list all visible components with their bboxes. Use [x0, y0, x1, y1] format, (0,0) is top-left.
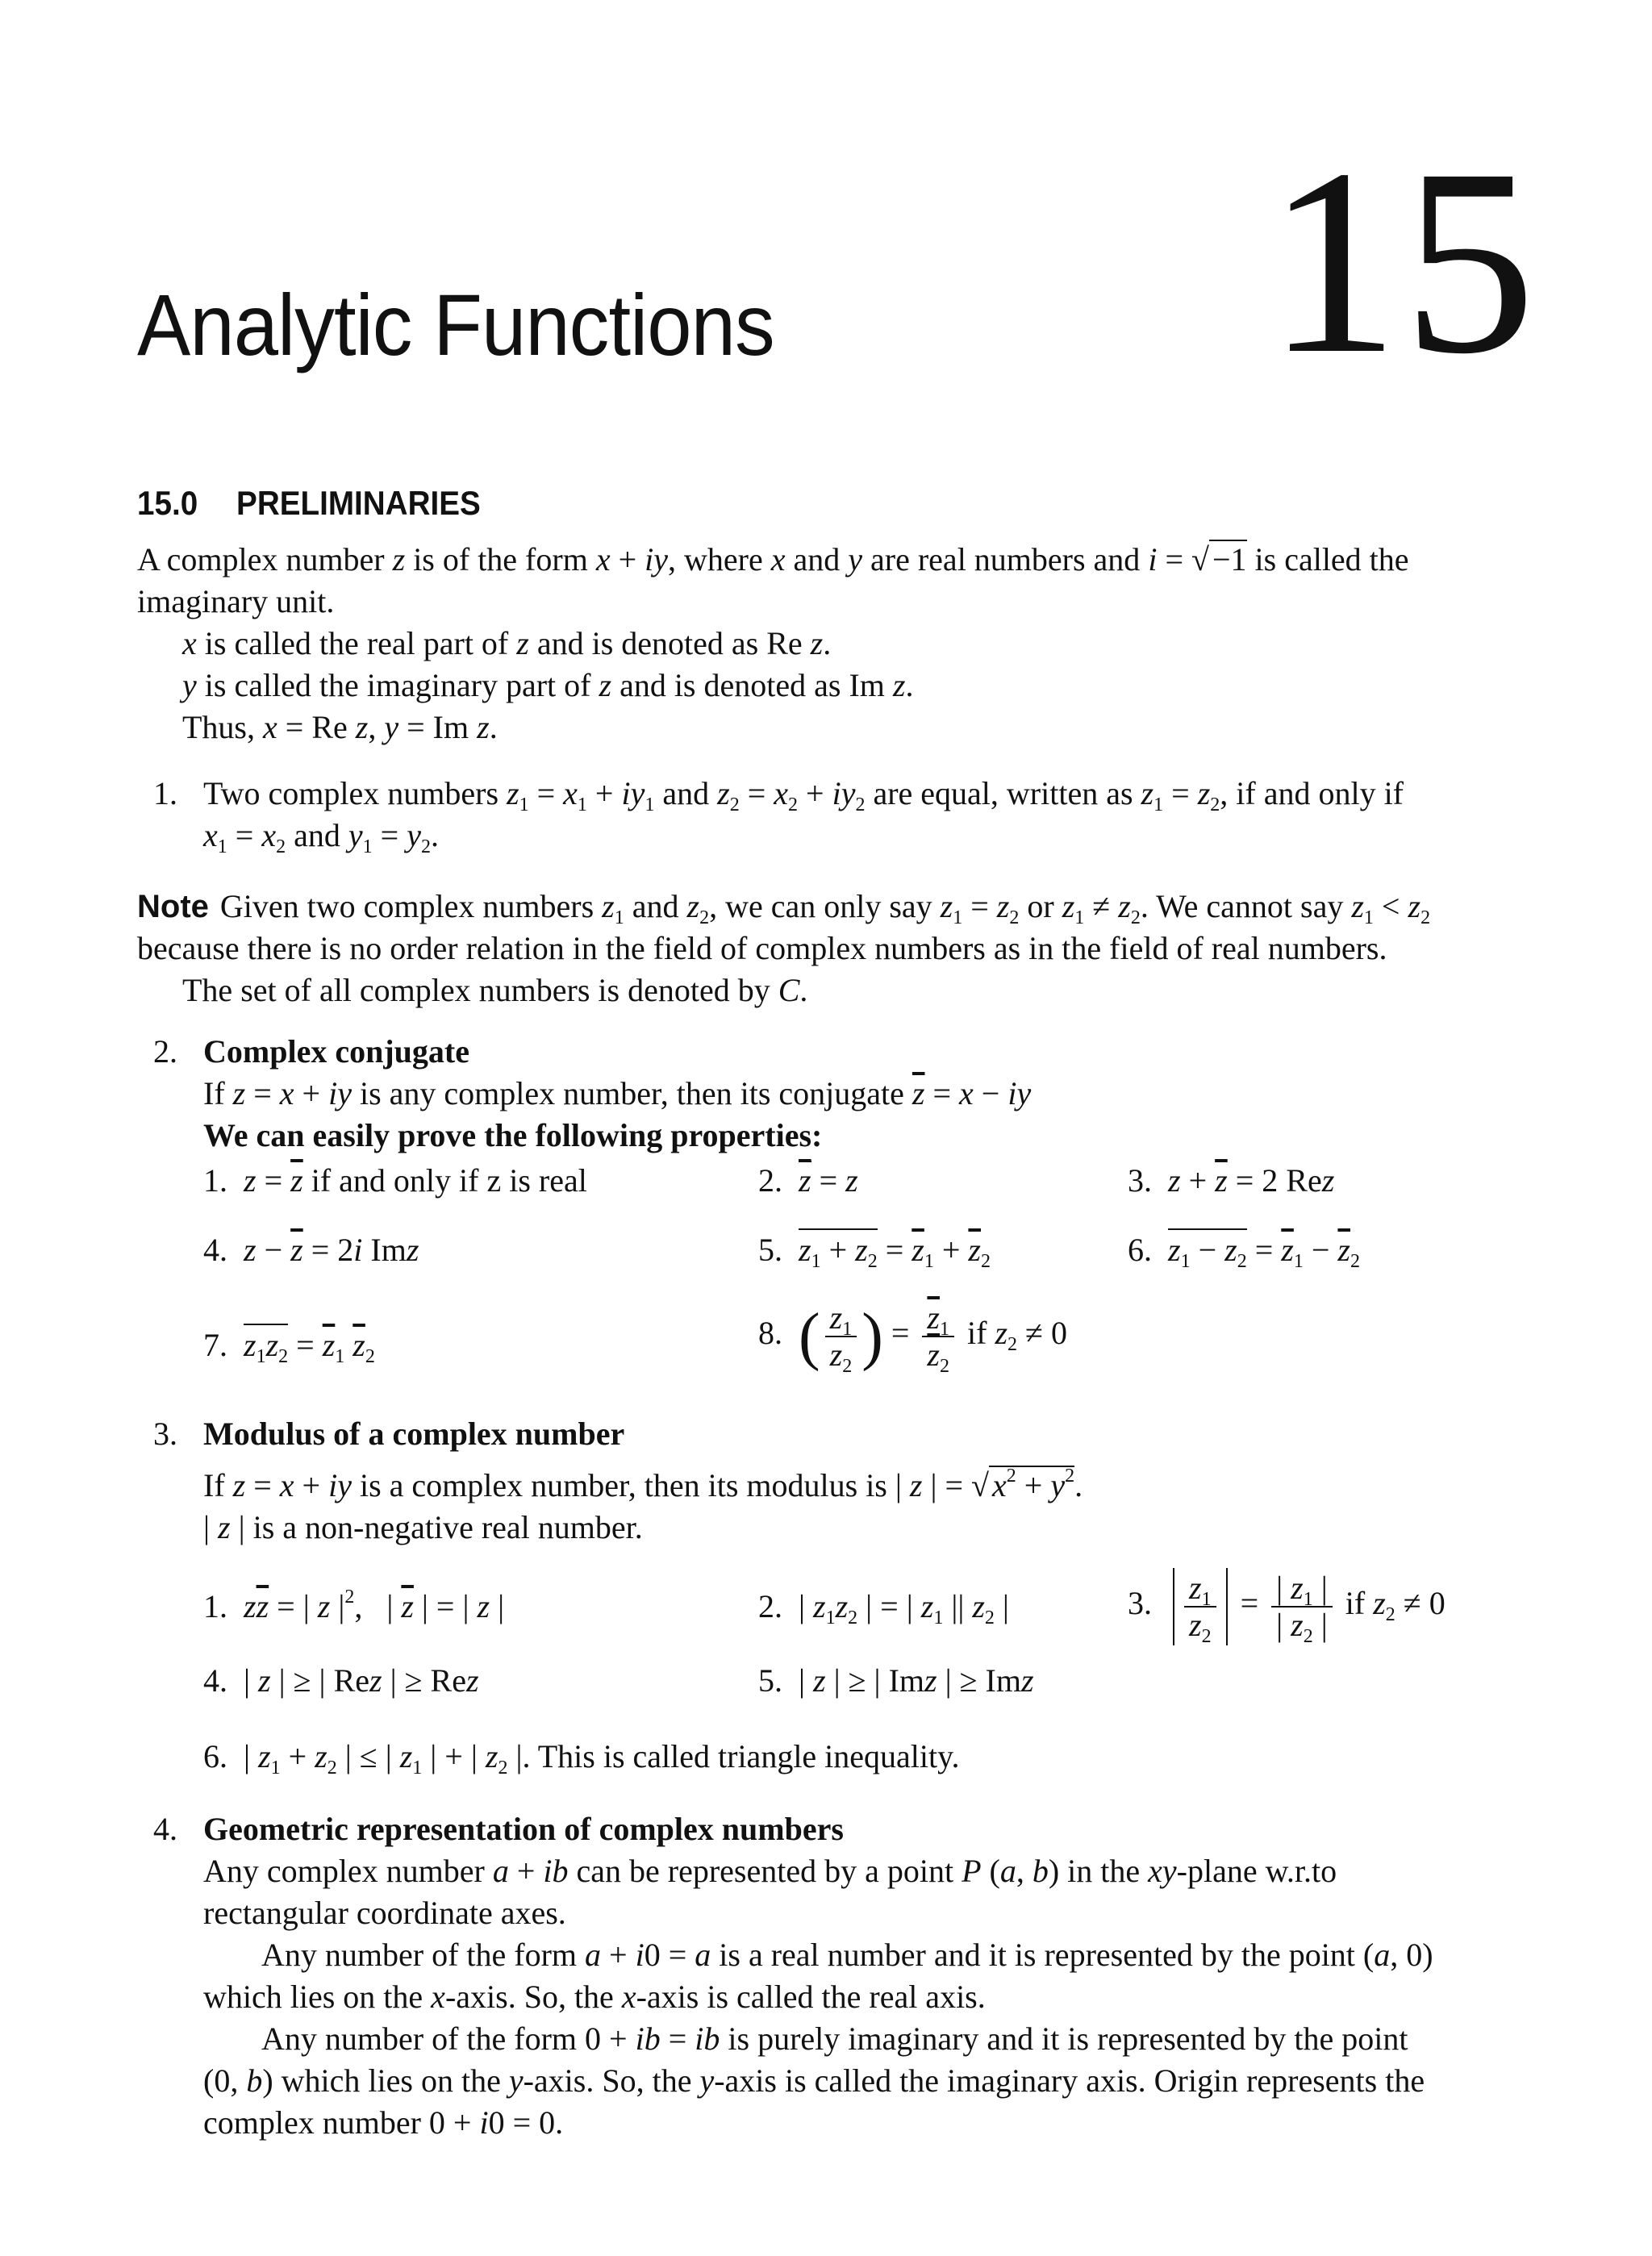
item-2-heading: Complex conjugate — [203, 1033, 469, 1070]
thus-line: Thus, x = Re z, y = Im z. — [182, 709, 498, 745]
section-title: PRELIMINARIES — [236, 484, 481, 522]
item-1-body: Two complex numbers $z_1 = x_1 + iy_1$ and $z_2 = x_2 + iy_2$ are equal, written as $z_1 = z_2$, if and only if $x_1 = x_2$ and $y_1 = y_2$. — [203, 775, 1404, 857]
item-4-heading: Geometric representation of complex numbers — [203, 1811, 844, 1847]
item-4-line-4: which lies on the x-axis. So, the x-axis is called the real axis. — [203, 1979, 986, 2015]
intro-paragraph — [137, 539, 1533, 749]
mod-prop-4: 4. | z | ≥ | Rez | ≥ Rez — [203, 1662, 479, 1699]
list-item-4: 4. Geometric representation of complex numbers Any complex number a + ib can be represented by a point P (a, b) in the xy-plane w.r.to rectangular coordinate axes. Any number of the form a + i0 = a is a real number and it is represented by the point (a, 0) which lies on the x-axis. So, the x-axis is called the real axis. Any number of the form 0 + ib = ib is purely imaginary and it is represented by the point (0, b) which lies on the y-axis. So, the y-axis is called the imaginary axis. Origin represents the complex number 0 + i0 = 0. — [153, 1808, 1533, 1850]
section-heading — [137, 484, 481, 523]
conj-prop-3: 3. $z + \overline{z} = 2$ Rez — [1128, 1162, 1335, 1199]
conj-prop-6: 6. $z_1 - z_2 = \overline{z}_1 - \overline{z}_2$ — [1128, 1229, 1360, 1271]
list-item-3: 3. Modulus of a complex number If z = x + iy is a complex number, then its modulus is | z | = √ $x^2 + y^2$. | z | is a non-negative real number. — [153, 1413, 1533, 1455]
note-block: Note Given two complex numbers $z_1$ and $z_2$, we can only say $z_1 = z_2$ or $z_1 \ne z_2$. We cannot say $z_1 < z_2$ because there is no order relation in the field of complex numbers as in the field of real numbers. The set of all complex numbers is denoted by C. — [137, 886, 1533, 1011]
note-label: Note — [137, 889, 209, 924]
list-item-2: 2. Complex conjugate If z = x + iy is any complex number, then its conjugate $\overline{z} = x$ − iy We can easily prove the following properties: — [153, 1031, 1533, 1073]
intro-line-1: A complex number z is of the form x + iy, where x and y are real numbers and i = √ −1 is called the — [137, 541, 1409, 578]
conj-prop-7: 7. $z_1z_2 = \overline{z}_1$ $\overline{z}_2$ — [203, 1324, 375, 1366]
item-4-line-3: Any number of the form a + i0 = a is a real number and it is represented by the point (a, 0) — [261, 1937, 1433, 1973]
imaginary-part-line: y is called the imaginary part of z and is denoted as Im z. — [182, 667, 914, 703]
chapter-title: Analytic Functions — [137, 276, 774, 373]
intro-line-2: imaginary unit. — [137, 583, 335, 619]
item-4-line-2: rectangular coordinate axes. — [203, 1895, 566, 1931]
mod-prop-1: 1. $z\overline{z}$ = | z $|^2$, | $\overline{z}$ | = | z | — [203, 1587, 505, 1624]
item-4-line-7: complex number 0 + i0 = 0. — [203, 2104, 564, 2141]
chapter-number: 15 — [1266, 115, 1539, 409]
mod-prop-6: 6. | $z_1 + z_2$ | ≤ | $z_1$ | + | $z_2$ |. This is called triangle inequality. — [203, 1738, 960, 1779]
item-4-line-1: Any complex number a + ib can be represented by a point P (a, b) in the xy-plane w.r.to — [203, 1853, 1337, 1889]
mod-prop-3: 3. $\frac{z_1}{z_2}$ = $\frac{| z_1 |}{| z_2 |}$ if $z_2 \ne 0$ — [1128, 1570, 1446, 1647]
conj-prop-4: 4. $z - \overline{z} = 2i$ Imz — [203, 1232, 419, 1268]
section-number: 15.0 — [137, 484, 198, 522]
conj-prop-8: 8. ( $\frac{z_1}{z_2}$ ) = $\frac{\overline{z}_1}{\overline{z}_2}$ if $z_2 \ne 0$ — [758, 1299, 1067, 1377]
item-4-line-6: (0, b) which lies on the y-axis. So, the y-axis is called the imaginary axis. Origin represents the — [203, 2062, 1425, 2099]
mod-prop-5: 5. | z | ≥ | Imz | ≥ Imz — [758, 1662, 1034, 1699]
item-4-line-5: Any number of the form 0 + ib = ib is purely imaginary and it is represented by the point — [261, 2020, 1408, 2057]
item-3-heading: Modulus of a complex number — [203, 1416, 625, 1452]
note-line-3: The set of all complex numbers is denoted by C. — [182, 972, 808, 1008]
real-part-line: x is called the real part of z and is denoted as Re z. — [182, 625, 832, 661]
note-line-2: because there is no order relation in the field of complex numbers as in the field of real numbers. — [137, 930, 1387, 966]
conj-prop-5: 5. $z_1 + z_2 = \overline{z}_1 + \overline{z}_2$ — [758, 1229, 991, 1271]
list-item-1: 1. Two complex numbers $z_1 = x_1 + iy_1$ and $z_2 = x_2 + iy_2$ are equal, written as $z_1 = z_2$, if and only if $x_1 = x_2$ and $y_1 = y_2$. — [153, 773, 1533, 815]
conj-prop-1: 1. $z = \overline{z}$ if and only if z is real — [203, 1162, 587, 1199]
properties-heading: We can easily prove the following properties: — [203, 1117, 823, 1153]
mod-prop-2: 2. | $z_1z_2$ | = | $z_1$ || $z_2$ | — [758, 1588, 1009, 1628]
conj-prop-2: 2. $\overline{z} = z$ — [758, 1162, 858, 1199]
